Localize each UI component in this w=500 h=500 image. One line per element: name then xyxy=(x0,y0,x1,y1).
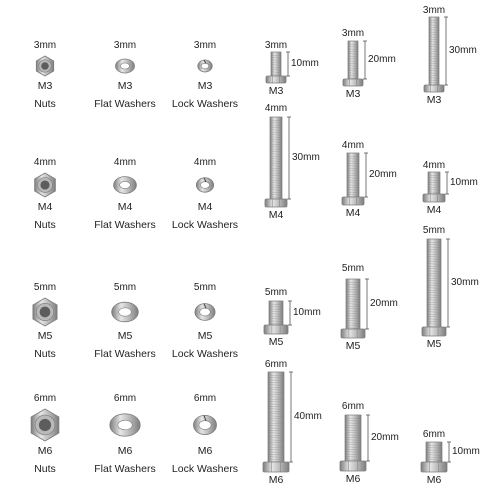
bolt-length-label: 10mm xyxy=(291,58,319,69)
bolt-diameter-label: 5mm xyxy=(264,287,288,298)
bolt-diameter-label: 4mm xyxy=(264,103,288,114)
size-label: 6mm xyxy=(113,393,137,404)
thread-label: M4 xyxy=(117,201,133,213)
thread-label: M3 xyxy=(37,80,53,92)
thread-label: M3 xyxy=(197,80,213,92)
thread-label: M6 xyxy=(37,445,53,457)
flat-washer-icon xyxy=(113,54,137,78)
hex-bolt-icon xyxy=(419,442,449,474)
part-type-label: Flat Washers xyxy=(94,98,156,110)
bolt-diameter-label: 4mm xyxy=(422,160,446,171)
thread-label: M5 xyxy=(117,330,133,342)
thread-label: M5 xyxy=(37,330,53,342)
bolt-length-label: 20mm xyxy=(371,432,399,443)
bolt-length-label: 20mm xyxy=(369,169,397,180)
bolt-diameter-label: 3mm xyxy=(422,5,446,16)
bolt-thread-label: M6 xyxy=(426,474,442,486)
part-type-label: Nuts xyxy=(34,219,56,231)
bolt-length-label: 10mm xyxy=(452,446,480,457)
bolt-thread-label: M3 xyxy=(268,85,284,97)
flat-washer-icon xyxy=(111,171,139,199)
bolt-diameter-label: 6mm xyxy=(264,359,288,370)
hex-nut-icon xyxy=(31,171,59,199)
part-type-label: Lock Washers xyxy=(171,219,239,231)
bolt-thread-label: M5 xyxy=(268,336,284,348)
part-type-label: Flat Washers xyxy=(94,348,156,360)
thread-label: M4 xyxy=(197,201,213,213)
size-label: 5mm xyxy=(193,282,217,293)
bolt-diameter-label: 3mm xyxy=(341,28,365,39)
bolt-thread-label: M5 xyxy=(426,338,442,350)
lock-washer-icon xyxy=(191,171,219,199)
part-type-label: Lock Washers xyxy=(171,98,239,110)
bolt-length-label: 20mm xyxy=(368,54,396,65)
size-label: 5mm xyxy=(33,282,57,293)
size-label: 5mm xyxy=(113,282,137,293)
part-type-label: Nuts xyxy=(34,348,56,360)
bolt-thread-label: M6 xyxy=(345,473,361,485)
bolt-thread-label: M3 xyxy=(345,88,361,100)
part-type-label: Nuts xyxy=(34,463,56,475)
size-label: 3mm xyxy=(193,40,217,51)
bolt-diameter-label: 5mm xyxy=(422,225,446,236)
bolt-length-label: 10mm xyxy=(293,307,321,318)
hex-bolt-icon xyxy=(339,279,367,340)
thread-label: M6 xyxy=(117,445,133,457)
bolt-diameter-label: 6mm xyxy=(341,401,365,412)
bolt-thread-label: M5 xyxy=(345,340,361,352)
bolt-thread-label: M4 xyxy=(345,207,361,219)
size-label: 6mm xyxy=(33,393,57,404)
hex-bolt-icon xyxy=(262,301,290,336)
hex-nut-icon xyxy=(27,407,63,443)
flat-washer-icon xyxy=(109,296,141,328)
bolt-thread-label: M4 xyxy=(268,209,284,221)
bolt-length-label: 10mm xyxy=(450,177,478,188)
size-label: 6mm xyxy=(193,393,217,404)
part-type-label: Flat Washers xyxy=(94,219,156,231)
thread-label: M3 xyxy=(117,80,133,92)
size-label: 3mm xyxy=(113,40,137,51)
bolt-thread-label: M6 xyxy=(268,474,284,486)
hex-nut-icon xyxy=(29,296,61,328)
thread-label: M5 xyxy=(197,330,213,342)
hex-bolt-icon xyxy=(338,415,368,473)
size-label: 4mm xyxy=(193,157,217,168)
bolt-length-label: 40mm xyxy=(294,411,322,422)
thread-label: M4 xyxy=(37,201,53,213)
bolt-diameter-label: 4mm xyxy=(341,140,365,151)
bolt-diameter-label: 3mm xyxy=(264,40,288,51)
bolt-diameter-label: 5mm xyxy=(341,263,365,274)
hex-bolt-icon xyxy=(420,239,448,338)
hex-bolt-icon xyxy=(261,372,291,474)
bolt-length-label: 20mm xyxy=(370,298,398,309)
part-type-label: Lock Washers xyxy=(171,348,239,360)
bolt-thread-label: M3 xyxy=(426,94,442,106)
part-type-label: Lock Washers xyxy=(171,463,239,475)
bolt-length-label: 30mm xyxy=(449,45,477,56)
thread-label: M6 xyxy=(197,445,213,457)
bolt-length-label: 30mm xyxy=(292,152,320,163)
size-label: 3mm xyxy=(33,40,57,51)
flat-washer-icon xyxy=(107,407,143,443)
size-label: 4mm xyxy=(113,157,137,168)
lock-washer-icon xyxy=(193,54,217,78)
bolt-diameter-label: 6mm xyxy=(422,429,446,440)
part-type-label: Flat Washers xyxy=(94,463,156,475)
size-label: 4mm xyxy=(33,157,57,168)
lock-washer-icon xyxy=(189,296,221,328)
bolt-thread-label: M4 xyxy=(426,204,442,216)
hex-nut-icon xyxy=(33,54,57,78)
bolt-length-label: 30mm xyxy=(451,277,479,288)
lock-washer-icon xyxy=(187,407,223,443)
part-type-label: Nuts xyxy=(34,98,56,110)
